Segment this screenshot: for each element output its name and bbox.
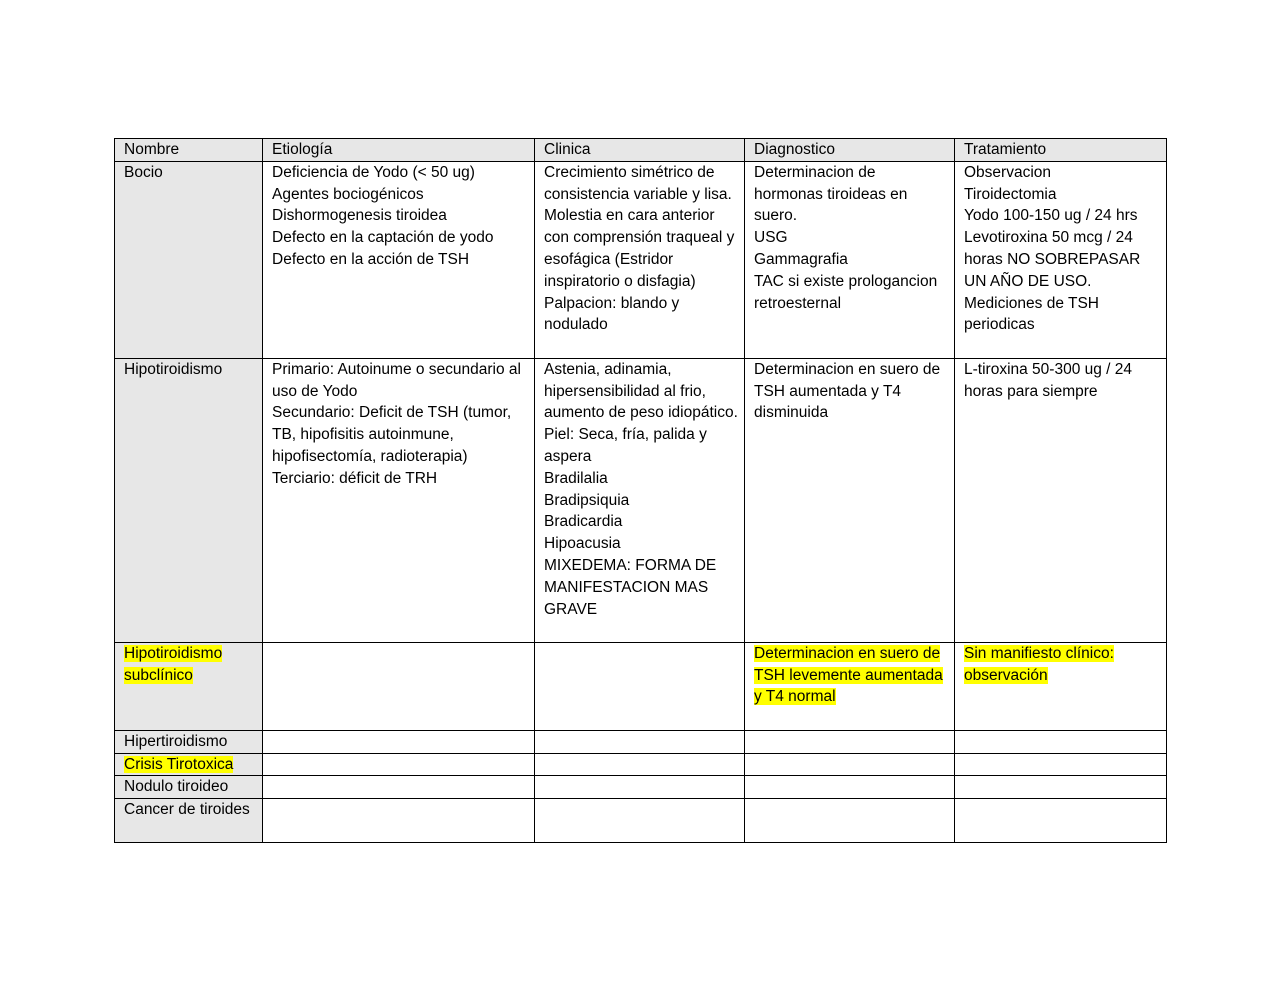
cell-line: MIXEDEMA: FORMA DE MANIFESTACION MAS GRAVE [544, 556, 717, 618]
cell-line: Tiroidectomia [964, 185, 1057, 203]
cell-tratamiento [955, 358, 1167, 642]
header-tratamiento: Tratamiento [955, 139, 1167, 162]
cell-nombre [115, 642, 263, 730]
cell-tratamiento [955, 776, 1167, 799]
cell-line: Defecto en la acción de TSH [272, 250, 470, 268]
cell-line: Dishormogenesis tiroidea [272, 207, 447, 225]
cell-line: Bocio [124, 163, 163, 181]
cell-clinica [535, 753, 745, 776]
cell-clinica [535, 776, 745, 799]
cell-line: Bradipsiquia [544, 491, 630, 509]
cell-diagnostico [745, 799, 955, 843]
cell-tratamiento [955, 753, 1167, 776]
cell-line: L-tiroxina 50-300 ug / 24 horas para siempre [964, 360, 1133, 400]
cell-nombre [115, 358, 263, 642]
cell-line: Bradicardia [544, 513, 623, 531]
cell-tratamiento [955, 799, 1167, 843]
table-row-nodulo-tiroideo [115, 776, 1167, 799]
table-row-cancer-de-tiroides [115, 799, 1167, 843]
cell-line: Secundario: Deficit de TSH (tumor, TB, hipofisitis autoinmune, hipofisectomía, radioterapia) [272, 404, 512, 465]
cell-tratamiento [955, 642, 1167, 730]
cell-etiologia [263, 161, 535, 358]
table-row-crisis-tirotoxica [115, 753, 1167, 776]
cell-line: Gammagrafia [754, 250, 848, 268]
cell-tratamiento [955, 730, 1167, 753]
cell-line: TAC si existe prologancion retroesternal [754, 272, 938, 312]
cell-etiologia [263, 358, 535, 642]
thyroid-disorders-table [114, 138, 1167, 843]
cell-line: USG [754, 229, 788, 247]
cell-etiologia [263, 730, 535, 753]
cell-line: Piel: Seca, fría, palida y aspera [544, 426, 707, 465]
cell-clinica [535, 161, 745, 358]
header-nombre: Nombre [115, 139, 263, 162]
header-clinica: Clinica [535, 139, 745, 162]
header-diagnostico: Diagnostico [745, 139, 955, 162]
cell-line: Yodo 100-150 ug / 24 hrs [964, 207, 1138, 225]
cell-etiologia [263, 776, 535, 799]
cell-line: Crecimiento simétrico de consistencia variable y lisa. Molestia en cara anterior con comprensión traqueal y esofágica (Estridor inspiratorio o disfagia) [544, 163, 735, 290]
cell-line: Defecto en la captación de yodo [272, 229, 494, 247]
cell-nombre [115, 799, 263, 843]
highlighted-text: Sin manifiesto clínico: observación [964, 644, 1114, 684]
cell-line: Palpacion: blando y nodulado [544, 294, 680, 334]
table-row-hipertiroidismo [115, 730, 1167, 753]
cell-diagnostico [745, 358, 955, 642]
cell-nombre [115, 753, 263, 776]
cell-line: Cancer de tiroides [124, 801, 250, 819]
cell-nombre [115, 161, 263, 358]
cell-line: Astenia, adinamia, hipersensibilidad al frio, aumento de peso idiopático. [544, 360, 738, 422]
cell-line: Mediciones de TSH periodicas [964, 294, 1099, 334]
cell-etiologia [263, 642, 535, 730]
cell-diagnostico [745, 730, 955, 753]
cell-diagnostico [745, 753, 955, 776]
cell-diagnostico [745, 161, 955, 358]
cell-line: Bradilalia [544, 469, 608, 487]
cell-line: Agentes bociogénicos [272, 185, 424, 203]
table-header-row [115, 139, 1167, 162]
cell-diagnostico [745, 642, 955, 730]
cell-line: Determinacion de hormonas tiroideas en suero. [754, 163, 908, 225]
cell-line: Levotiroxina 50 mcg / 24 horas NO SOBREPASAR UN AÑO DE USO. [964, 229, 1141, 290]
cell-nombre [115, 776, 263, 799]
highlighted-text: Hipotiroidismo subclínico [124, 644, 223, 684]
cell-line: Nodulo tiroideo [124, 778, 229, 796]
table-row-hipotiroidismo [115, 358, 1167, 642]
cell-etiologia [263, 799, 535, 843]
cell-line: Hipoacusia [544, 535, 621, 553]
cell-line: Determinacion en suero de TSH aumentada y T4 disminuida [754, 360, 941, 422]
table-row-hipotiroidismo-subclinico [115, 642, 1167, 730]
cell-diagnostico [745, 776, 955, 799]
cell-line: Terciario: déficit de TRH [272, 469, 438, 487]
highlighted-text: Determinacion en suero de TSH levemente aumentada y T4 normal [754, 644, 943, 706]
cell-nombre [115, 730, 263, 753]
highlighted-text: Crisis Tirotoxica [124, 755, 234, 773]
header-etiologia: Etiología [263, 139, 535, 162]
cell-clinica [535, 642, 745, 730]
table-row-bocio [115, 161, 1167, 358]
cell-line: Deficiencia de Yodo (< 50 ug) [272, 163, 475, 181]
cell-line: Primario: Autoinume o secundario al uso de Yodo [272, 360, 521, 400]
cell-etiologia [263, 753, 535, 776]
cell-clinica [535, 730, 745, 753]
cell-clinica [535, 799, 745, 843]
cell-clinica [535, 358, 745, 642]
cell-line: Hipertiroidismo [124, 732, 228, 750]
cell-tratamiento [955, 161, 1167, 358]
cell-line: Hipotiroidismo [124, 360, 223, 378]
cell-line: Observacion [964, 163, 1052, 181]
